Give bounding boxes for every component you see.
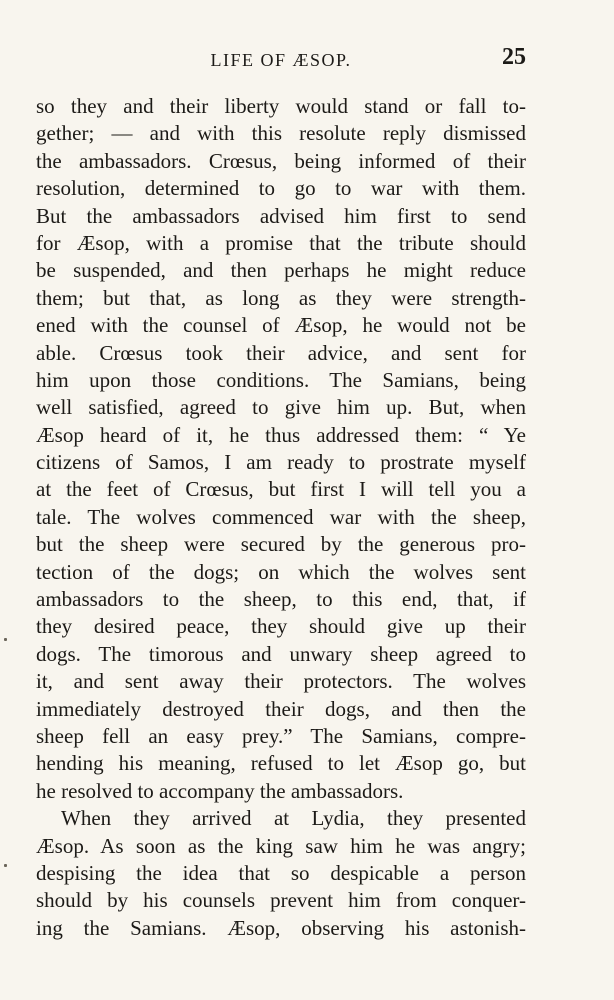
text-line: for Æsop, with a promise that the tribute should: [36, 230, 526, 255]
text-line: he resolved to accompany the ambassadors.: [36, 778, 404, 803]
text-line: immediately destroyed their dogs, and then the: [36, 696, 526, 721]
text-line: ing the Samians. Æsop, observing his astonish-: [36, 915, 526, 940]
text-line: him upon those conditions. The Samians, being: [36, 367, 526, 392]
text-line: well satisfied, agreed to give him up. But, when: [36, 395, 526, 420]
text-line: should by his counsels prevent him from conquer-: [36, 888, 526, 913]
text-line: hending his meaning, refused to let Æsop go, but: [36, 751, 526, 776]
text-line: ened with the counsel of Æsop, he would not be: [36, 313, 526, 338]
text-line: dogs. The timorous and unwary sheep agreed to: [36, 641, 526, 666]
text-line: But the ambassadors advised him first to send: [36, 203, 526, 228]
text-line: they desired peace, they should give up their: [36, 614, 526, 639]
text-line: resolution, determined to go to war with them.: [36, 176, 526, 201]
running-title: LIFE OF ÆSOP.: [210, 50, 352, 70]
text-line: it, and sent away their protectors. The wolves: [36, 669, 526, 694]
text-line: despising the idea that so despicable a person: [36, 860, 526, 885]
text-line: tection of the dogs; on which the wolves sent: [36, 559, 526, 584]
margin-speck: [4, 864, 7, 867]
running-head: [36, 44, 526, 76]
text-line: at the feet of Crœsus, but first I will tell you a: [36, 477, 526, 502]
text-line: tale. The wolves commenced war with the sheep,: [36, 504, 526, 529]
body-text: [36, 93, 526, 942]
text-line: Æsop heard of it, he thus addressed them: “ Ye: [36, 422, 526, 447]
text-line: so they and their liberty would stand or fall to-: [36, 94, 526, 118]
text-line: the ambassadors. Crœsus, being informed of their: [36, 148, 526, 173]
text-line: but the sheep were secured by the generous pro-: [36, 532, 526, 557]
text-line: citizens of Samos, I am ready to prostrate myself: [36, 450, 526, 475]
page-number: 25: [502, 44, 526, 70]
text-line: them; but that, as long as they were strength-: [36, 285, 526, 310]
text-line: Æsop. As soon as the king saw him he was angry;: [36, 833, 526, 858]
text-line: gether; — and with this resolute reply dismissed: [36, 121, 526, 146]
text-line: be suspended, and then perhaps he might reduce: [36, 258, 526, 283]
text-line: When they arrived at Lydia, they presented: [61, 806, 526, 831]
text-line: sheep fell an easy prey.” The Samians, compre-: [36, 723, 526, 748]
text-line: ambassadors to the sheep, to this end, that, if: [36, 587, 526, 612]
margin-speck: [4, 638, 7, 641]
text-line: able. Crœsus took their advice, and sent for: [36, 340, 526, 365]
